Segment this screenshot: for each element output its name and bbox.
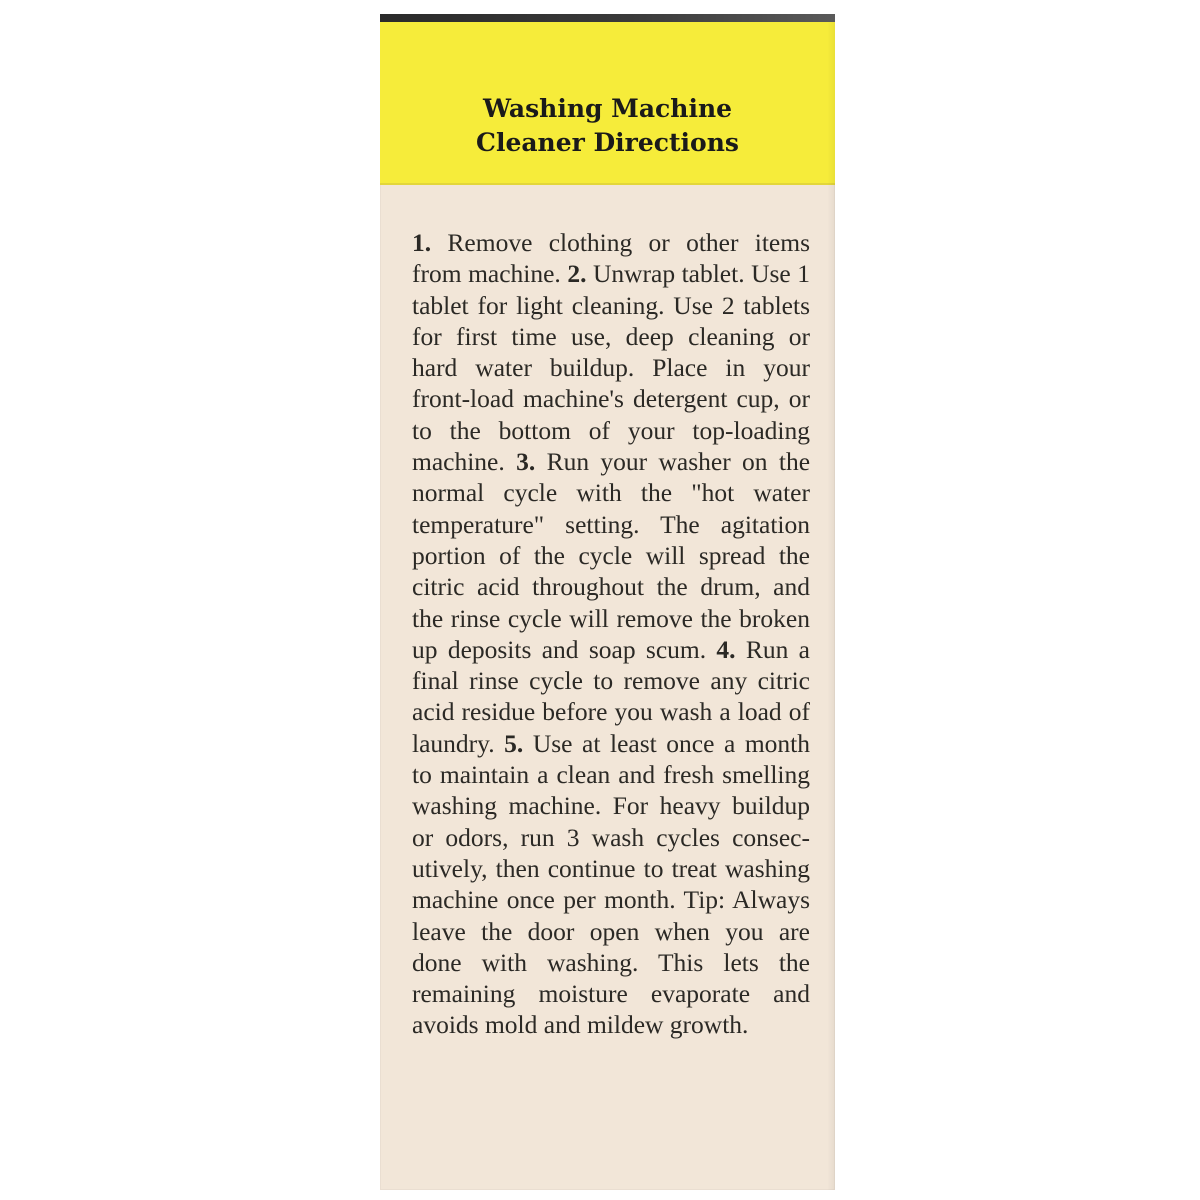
step-3-number: 3. — [516, 447, 536, 477]
step-4-number: 4. — [716, 634, 736, 664]
step-1-number: 1. — [412, 228, 432, 257]
step-2-text: Unwrap tablet. Use 1 tablet for light cleaning. Use 2 tablets for first time use, deep cleaning or hard water buildup. Place in your front-load machine's detergent cup, or to the bottom of your top-loading machine. — [412, 259, 810, 477]
step-4-text: Run a final rinse cycle to remove any citric acid residue before you wash a load of laundry. — [412, 634, 810, 758]
heading-line-1: Washing Machine — [482, 94, 733, 123]
step-1-text: Remove clothing or other items from machine. — [412, 228, 811, 289]
step-2-number: 2. — [567, 259, 587, 289]
heading-line-2: Cleaner Directions — [476, 128, 739, 157]
directions-text — [412, 227, 810, 1041]
directions-heading — [380, 92, 835, 160]
yellow-header-panel — [380, 22, 835, 185]
step-5-number: 5. — [504, 728, 524, 758]
tip-text: Tip: Always leave the door open when you are done with washing. This lets the remaining moisture evaporate and avoids mold and mildew growth. — [412, 885, 810, 1040]
step-5-text: Use at least once a month to maintain a clean and fresh smelling washing machine. For heavy buildup or odors, run 3 wash cycles consecutively, then continue to treat washing machine once per month. — [412, 728, 810, 915]
step-3-text: Run your washer on the normal cycle with the "hot water temperature" setting. The agitation portion of the cycle will spread the citric acid throughout the drum, and the rinse cycle will remove the broken up deposits and soap scum. — [412, 447, 811, 664]
product-box-side — [380, 22, 835, 1190]
